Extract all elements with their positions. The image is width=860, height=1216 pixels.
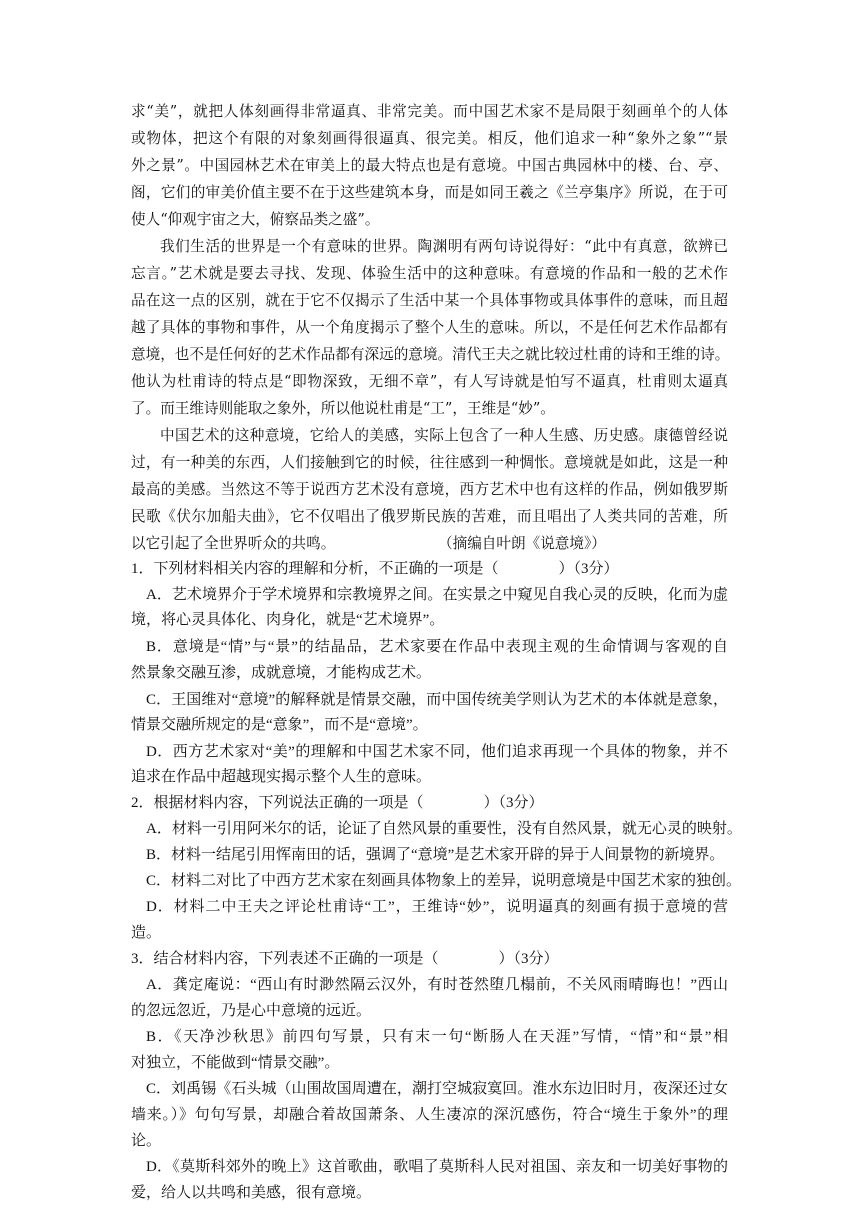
option-c: C．王国维对“意境”的解释就是情景交融，而中国传统美学则认为艺术的本体就是意象， xyxy=(146,692,728,708)
option-c-cont: 墙来。）》句句写景，却融合着故国萧条、人生凄凉的深沉感伤，符合“境生于象外”的理 xyxy=(131,1107,728,1123)
passage-line: 中国艺术的这种意境，它给人的美感，实际上包含了一种人生感、历史感。康德曾经说 xyxy=(160,427,728,444)
option-d: D．材料二中王夫之评论杜甫诗“工”，王维诗“妙”，说明逼真的刻画有损于意境的营 xyxy=(146,899,728,915)
question-stem: 3．结合材料内容，下列表述不正确的一项是（ ）（3分） xyxy=(131,951,559,967)
passage-line: 意境，也不是任何好的艺术作品都有深远的意境。清代王夫之就比较过杜甫的诗和王维的诗。 xyxy=(131,346,730,363)
option-d: D．西方艺术家对“美”的理解和中国艺术家不同，他们追求再现一个具体的物象，并不 xyxy=(146,744,728,760)
option-c-cont: 情景交融所规定的是“意象”，而不是“意境”。 xyxy=(131,717,428,733)
passage-line: 最高的美感。当然这不等于说西方艺术没有意境，西方艺术中也有这样的作品，例如俄罗斯 xyxy=(131,481,728,498)
passage-line: 或物体，把这个有限的对象刻画得很逼真、很完美。相反，他们追求一种“象外之象”“景 xyxy=(131,130,728,147)
passage-line: 过，有一种美的东西，人们接触到它的时候，往往感到一种惆怅。意境就是如此，这是一种 xyxy=(131,454,728,471)
passage-line: 忘言。”艺术就是要去寻找、发现、体验生活中的这种意味。有意境的作品和一般的艺术作 xyxy=(131,265,728,282)
passage-line: 民歌《伏尔加船夫曲》，它不仅唱出了俄罗斯民族的苦难，而且唱出了人类共同的苦难，所 xyxy=(131,508,728,525)
option-b-cont: 对独立，不能做到“情景交融”。 xyxy=(131,1055,340,1071)
option-a: A．龚定庵说：“西山有时渺然隔云汉外，有时苍然堕几榻前，不关风雨晴晦也！”西山 xyxy=(146,977,728,993)
passage-source: （摘编自叶朗《说意境》） xyxy=(438,535,606,552)
passage-line: 使人“仰观宇宙之大，俯察品类之盛”。 xyxy=(131,211,380,228)
question-stem: 2．根据材料内容，下列说法正确的一项是（ ）（3分） xyxy=(131,795,544,811)
option-c: C．刘禹锡《石头城（山围故国周遭在，潮打空城寂寞回。淮水东边旧时月，夜深还过女 xyxy=(146,1081,728,1097)
passage-line: 求“美”，就把人体刻画得非常逼真、非常完美。而中国艺术家不是局限于刻画单个的人体 xyxy=(131,103,728,120)
question-stem: 1．下列材料相关内容的理解和分析，不正确的一项是（ ）（3分） xyxy=(131,561,619,577)
passage-line: 阁，它们的审美价值主要不在于这些建筑本身，而是如同王羲之《兰亭集序》所说，在于可 xyxy=(131,184,728,201)
option-b-cont: 然景象交融互渗，成就意境，才能构成艺术。 xyxy=(131,665,432,681)
option-d-cont: 爱，给人以共鸣和美感，很有意境。 xyxy=(131,1185,372,1201)
option-a: A．材料一引用阿米尔的话，论证了自然风景的重要性，没有自然风景，就无心灵的映射。 xyxy=(146,821,742,837)
option-d: D．《莫斯科郊外的晚上》这首歌曲，歌唱了莫斯科人民对祖国、亲友和一切美好事物的 xyxy=(146,1159,728,1175)
option-b: B．材料一结尾引用恽南田的话，强调了“意境”是艺术家开辟的异于人间景物的新境界。 xyxy=(146,847,725,863)
option-b: B．《天净沙秋思》前四句写景，只有末一句“断肠人在天涯”写情，“情”和“景”相 xyxy=(146,1029,728,1045)
option-c: C．材料二对比了中西方艺术家在刻画具体物象上的差异，说明意境是中国艺术家的独创。 xyxy=(146,873,742,889)
option-d-cont: 追求在作品中超越现实揭示整个人生的意味。 xyxy=(131,769,432,785)
option-c-cont: 论。 xyxy=(131,1133,162,1149)
option-d-cont: 造。 xyxy=(131,925,162,941)
option-b: B．意境是“情”与“景”的结晶品，艺术家要在作品中表现主观的生命情调与客观的自 xyxy=(146,639,728,655)
passage-line: 以它引起了全世界听众的共鸣。 xyxy=(131,535,336,552)
passage-line: 了。而王维诗则能取之象外，所以他说杜甫是“工”，王维是“妙”。 xyxy=(131,400,555,417)
passage-line: 品在这一点的区别，就在于它不仅揭示了生活中某一个具体事物或具体事件的意味，而且超 xyxy=(131,292,728,309)
passage-line: 越了具体的事物和事件，从一个角度揭示了整个人生的意味。所以，不是任何艺术作品都有 xyxy=(131,319,728,336)
option-a-cont: 境，将心灵具体化、肉身化，就是“艺术境界”。 xyxy=(131,612,445,628)
passage-line: 他认为杜甫诗的特点是“即物深致，无细不章”，有人写诗就是怕写不逼真，杜甫则太逼真 xyxy=(131,373,728,390)
passage-line: 我们生活的世界是一个有意味的世界。陶渊明有两句诗说得好：“此中有真意，欲辨已 xyxy=(160,238,728,255)
passage-line: 外之景”。中国园林艺术在审美上的最大特点也是有意境。中国古典园林中的楼、台、亭、 xyxy=(131,157,728,174)
option-a-cont: 的忽远忽近，乃是心中意境的远近。 xyxy=(131,1003,372,1019)
option-a: A．艺术境界介于学术境界和宗教境界之间。在实景之中窥见自我心灵的反映，化而为虚 xyxy=(146,587,728,603)
